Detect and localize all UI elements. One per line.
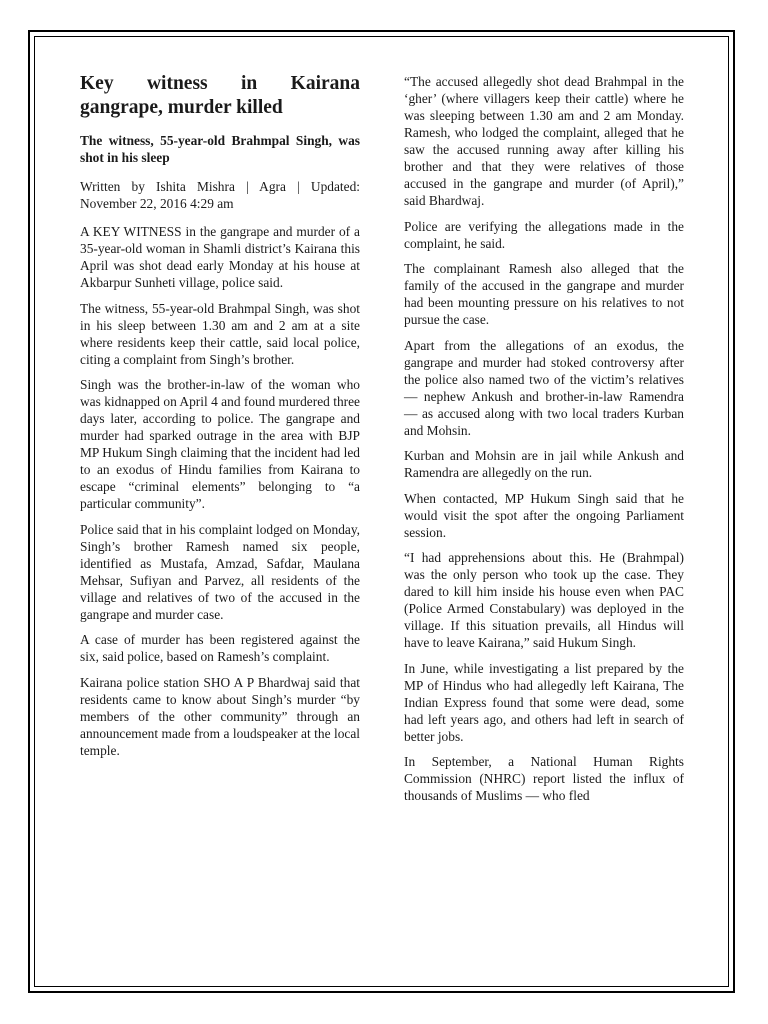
article-byline: Written by Ishita Mishra | Agra | Updated: November 22, 2016 4:29 am — [80, 179, 360, 211]
article-column-right — [404, 73, 684, 813]
article-paragraph: Kurban and Mohsin are in jail while Ankush and Ramendra are allegedly on the run. — [404, 448, 684, 480]
article-paragraph: “The accused allegedly shot dead Brahmpal in the ‘gher’ (where villagers keep their cattle) where he was sleeping between 1.30 am and 2 am Monday. Ramesh, who lodged the complaint, alleged that he saw the accused running away after killing his brother and that they were relatives of those accused in the gangrape and murder (of April),” said Bhardwaj. — [404, 74, 684, 208]
article-paragraph: Apart from the allegations of an exodus, the gangrape and murder had stoked controversy after the police also named two of the victim’s relatives — nephew Ankush and brother-in-law Ramendra — as accused along with two local traders Kurban and Mohsin. — [404, 337, 684, 438]
article-paragraph: A KEY WITNESS in the gangrape and murder of a 35-year-old woman in Shamli district’s Kairana this April was shot dead early Monday at his house at Akbarpur Sunheti village, police said. — [80, 224, 360, 290]
article-paragraph: The complainant Ramesh also alleged that the family of the accused in the gangrape and murder had been mounting pressure on his relatives to not pursue the case. — [404, 261, 684, 327]
article-paragraph: Police said that in his complaint lodged on Monday, Singh’s brother Ramesh named six people, identified as Mustafa, Amzad, Safdar, Maulana Mehsar, Sufiyan and Parvez, all residents of the village and relatives of two of the accused in the gangrape and murder case. — [80, 521, 360, 622]
article-subheadline: The witness, 55-year-old Brahmpal Singh, was shot in his sleep — [80, 133, 360, 165]
article-paragraph: In September, a National Human Rights Commission (NHRC) report listed the influx of thousands of Muslims — who fled — [404, 754, 684, 803]
article-paragraph: A case of murder has been registered against the six, said police, based on Ramesh’s complaint. — [80, 632, 360, 664]
article-paragraph: Police are verifying the allegations made in the complaint, he said. — [404, 218, 684, 251]
article-column-left — [80, 72, 360, 767]
article-paragraph: Kairana police station SHO A P Bhardwaj said that residents came to know about Singh’s murder “by members of the other community” through an announcement made from a loudspeaker at the local temple. — [80, 674, 360, 758]
article-paragraph: “I had apprehensions about this. He (Brahmpal) was the only person who took up the case. They dared to kill him inside his house even when PAC (Police Armed Constabulary) was deployed in the village. If this situation prevails, all Hindus will have to leave Kairana,” said Hukum Singh. — [404, 550, 684, 650]
article-paragraph: The witness, 55-year-old Brahmpal Singh, was shot in his sleep between 1.30 am and 2 am at a site where residents keep their cattle, said local police, citing a complaint from Singh’s brother. — [80, 300, 360, 367]
article-paragraph: In June, while investigating a list prepared by the MP of Hindus who had allegedly left Kairana, The Indian Express found that some were dead, some had left years ago, and others had left in search of better jobs. — [404, 660, 684, 744]
article-paragraph: When contacted, MP Hukum Singh said that he would visit the spot after the ongoing Parliament session. — [404, 490, 684, 540]
article-paragraph: Singh was the brother-in-law of the woman who was kidnapped on April 4 and found murdered three days later, according to police. The gangrape and murder had sparked outrage in the area with BJP MP Hukum Singh claiming that the incident had led to an exodus of Hindu families from Kairana to escape “criminal elements” belonging to “a particular community”. — [80, 377, 360, 511]
article-headline: Key witness in Kairana gangrape, murder killed — [80, 73, 360, 118]
